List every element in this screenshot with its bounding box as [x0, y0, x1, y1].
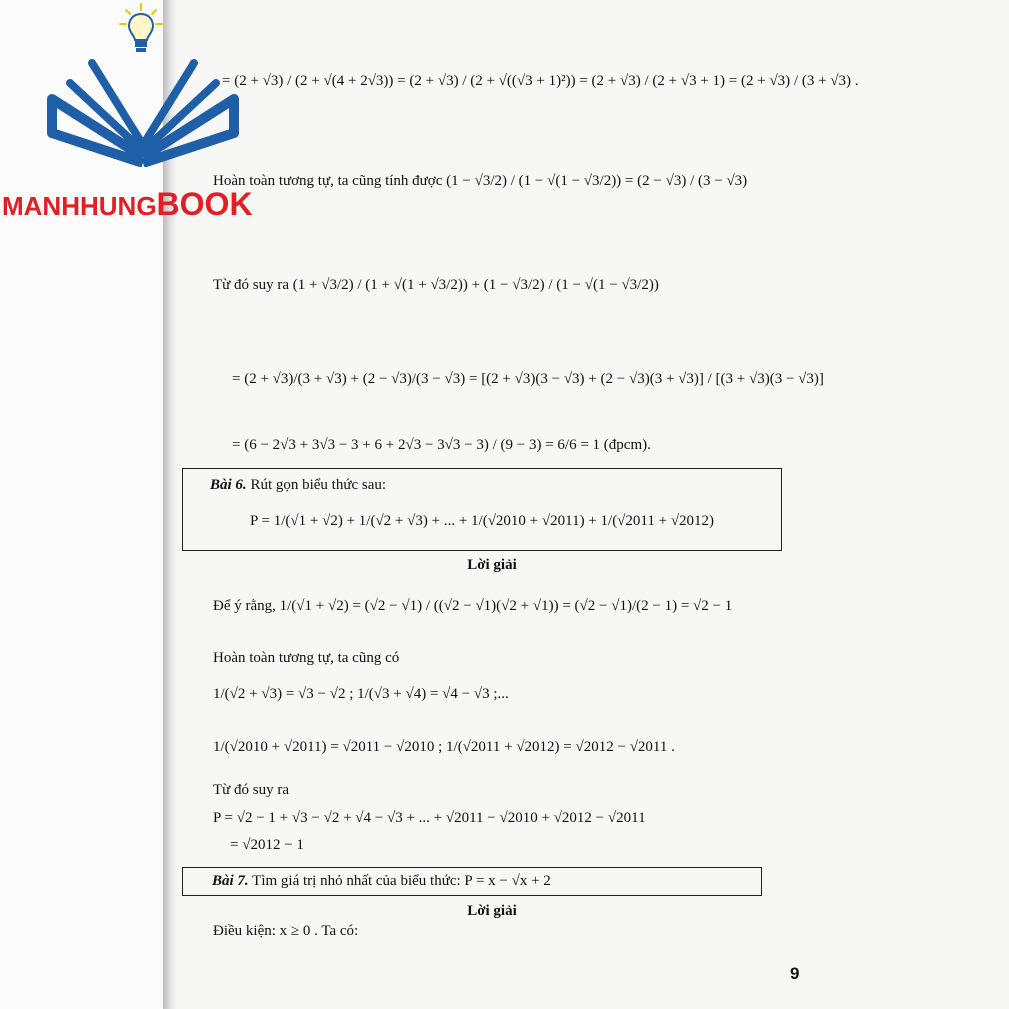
page-number: 9 — [790, 964, 800, 983]
text-line: Hoàn toàn tương tự, ta cũng tính được (1 − √3/2) / (1 − √(1 − √3/2)) = (2 − √3) / (3 − √3) — [213, 173, 748, 189]
text-line: Hoàn toàn tương tự, ta cũng có — [213, 650, 400, 666]
text-line: Từ đó suy ra — [213, 782, 290, 798]
text-line: P = √2 − 1 + √3 − √2 + √4 − √3 + ... + √2011 − √2010 + √2012 − √2011 — [213, 810, 646, 826]
problem-6-title — [210, 476, 386, 494]
solution-7-heading: Lời giải — [467, 903, 517, 919]
problem-7-label: Bài 7. — [212, 873, 249, 889]
problem-7-text: Tìm giá trị nhỏ nhất của biểu thức: P = x − √x + 2 — [252, 873, 551, 889]
solution-6-heading: Lời giải — [467, 557, 517, 573]
problem-6-text: Rút gọn biểu thức sau: — [250, 477, 387, 493]
problem-7-title — [212, 872, 551, 890]
problem-6-label: Bài 6. — [210, 477, 247, 493]
text-line: = √2012 − 1 — [230, 837, 304, 853]
brand-name-part1: MANHHUNG — [2, 191, 157, 221]
text-line: 1/(√2 + √3) = √3 − √2 ; 1/(√3 + √4) = √4 − √3 ;... — [213, 686, 509, 702]
bulb-icon — [118, 2, 164, 58]
problem-6-formula: P = 1/(√1 + √2) + 1/(√2 + √3) + ... + 1/(√2010 + √2011) + 1/(√2011 + √2012) — [250, 513, 715, 529]
text-line: = (2 + √3)/(3 + √3) + (2 − √3)/(3 − √3) = [(2 + √3)(3 − √3) + (2 − √3)(3 + √3)] / [(3 + √3)(3 − √3)] — [232, 371, 824, 387]
text-line: = (6 − 2√3 + 3√3 − 3 + 6 + 2√3 − 3√3 − 3) / (9 − 3) = 6/6 = 1 (đpcm). — [232, 437, 651, 453]
open-book-icon — [42, 55, 244, 167]
text-line: Từ đó suy ra (1 + √3/2) / (1 + √(1 + √3/2)) + (1 − √3/2) / (1 − √(1 − √3/2)) — [213, 277, 659, 293]
text-line: 1/(√2010 + √2011) = √2011 − √2010 ; 1/(√2011 + √2012) = √2012 − √2011 . — [213, 739, 675, 755]
text-line: = (2 + √3) / (2 + √(4 + 2√3)) = (2 + √3) / (2 + √((√3 + 1)²)) = (2 + √3) / (2 + √3 + 1) = (2 + √3) / (3 + √3) . — [222, 73, 859, 89]
brand-name-part2: BOOK — [156, 186, 253, 222]
text-line: Điều kiện: x ≥ 0 . Ta có: — [213, 923, 359, 939]
text-line: Để ý rằng, 1/(√1 + √2) = (√2 − √1) / ((√2 − √1)(√2 + √1)) = (√2 − √1)/(2 − 1) = √2 − 1 — [213, 598, 733, 614]
